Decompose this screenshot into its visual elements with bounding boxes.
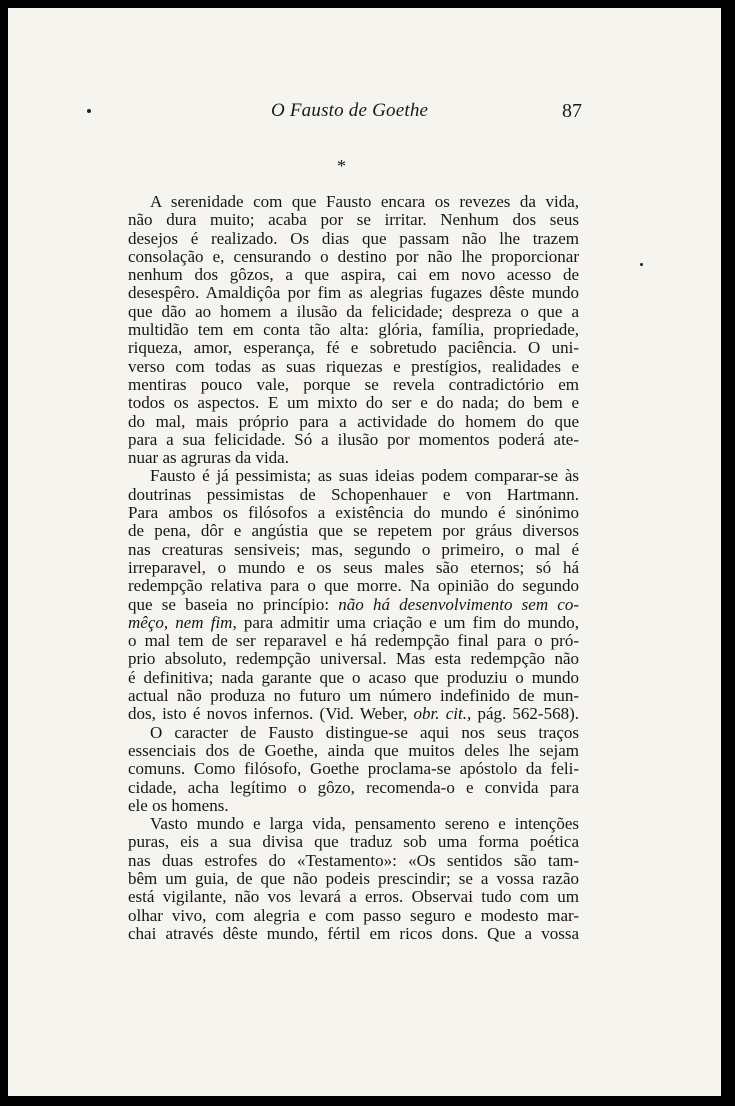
text-line-with-citation <box>106 705 579 723</box>
text-line-with-quote <box>106 614 579 632</box>
running-title: O Fausto de Goethe <box>271 100 429 121</box>
text-line: que dão ao homem a ilusão da felicidade; despreza o que a <box>128 301 579 321</box>
text-line: mentiras pouco vale, porque se revela contradictório em <box>128 374 579 394</box>
text-line: consolação e, censurando o destino por não lhe proporcionar <box>128 246 579 266</box>
text-line: chai através dêste mundo, fértil em ricos dons. Que a vossa <box>128 923 579 943</box>
text-line: para a sua felicidade. Só a ilusão por momentos poderá ate- <box>128 429 579 449</box>
text-line: comuns. Como filósofo, Goethe proclama-se apóstolo da feli- <box>128 759 579 779</box>
text-line: puras, eis a sua divisa que traduz sob uma forma poética <box>128 832 579 852</box>
text-line: é definitiva; nada garante que o acaso que produziu o mundo <box>128 667 579 687</box>
text-line: desespêro. Amaldiçôa por fim as alegrias fugazes dêste mundo <box>128 283 579 303</box>
citation-italic: obr. cit., <box>413 704 472 724</box>
ink-speck <box>87 109 91 113</box>
text-fragment: dos, isto é novos infernos. (Vid. Weber, <box>128 704 408 724</box>
text-line: actual não produza no futuro um número indefinido de mun- <box>128 686 579 706</box>
text-fragment: que se baseia no princípio: <box>128 594 330 614</box>
text-line: cidade, acha legítimo o gôzo, recomenda-o e convida para <box>128 777 579 797</box>
body-text <box>106 193 579 943</box>
text-line: nas duas estrofes do «Testamento»: «Os sentidos são tam- <box>128 850 579 870</box>
text-line: doutrinas pessimistas de Schopenhauer e von Hartmann. <box>128 484 579 504</box>
text-line: olhar vivo, com alegria e com passo seguro e modesto mar- <box>128 905 579 925</box>
text-line: ele os homens. <box>128 795 229 815</box>
section-asterisk: * <box>337 156 346 176</box>
text-line: A serenidade com que Fausto encara os revezes da vida, <box>150 192 579 211</box>
paragraph-4 <box>106 815 579 943</box>
text-line: o mal tem de ser reparavel e há redempção final para o pró- <box>128 631 579 651</box>
text-line: todos os aspectos. E um mixto do ser e do nada; do bem e <box>128 393 579 413</box>
text-line: riqueza, amor, esperança, fé e sobretudo paciência. O uni- <box>128 338 579 358</box>
paragraph-2 <box>106 467 579 723</box>
text-line: de pena, dôr e angústia que se repetem por gráus diversos <box>128 521 579 541</box>
text-line: nenhum dos gôzos, a que aspira, cai em novo acesso de <box>128 265 579 285</box>
text-line: verso com todas as suas riquezas e prestígios, realidades e <box>128 356 579 376</box>
text-line: desejos é realizado. Os dias que passam não lhe trazem <box>128 228 579 248</box>
text-line: essenciais dos de Goethe, ainda que muitos deles lhe sejam <box>128 740 579 760</box>
ink-speck <box>640 263 643 266</box>
page-number: 87 <box>562 100 582 122</box>
text-line-with-quote <box>106 596 579 614</box>
text-line: irreparavel, o mundo e os seus males são eternos; só há <box>128 557 579 577</box>
text-fragment: para admitir uma criação e um fim do mundo, <box>243 612 579 632</box>
text-line: multidão tem em conta tão alta: glória, família, propriedade, <box>128 320 579 340</box>
italic-quote: não há desenvolvimento sem co- <box>338 594 580 614</box>
text-line: do mal, mais próprio para a actividade do homem do que <box>128 411 579 431</box>
text-line: redempção relativa para o que morre. Na opinião do segundo <box>128 576 579 596</box>
italic-quote: mêço, nem fim, <box>128 612 237 632</box>
text-line: nas creaturas sensiveis; mas, segundo o primeiro, o mal é <box>128 539 579 559</box>
running-head <box>8 100 721 130</box>
text-line: está vigilante, não vos levará a erros. Observai tudo com um <box>128 887 579 907</box>
text-line: Vasto mundo e larga vida, pensamento sereno e intenções <box>150 814 579 834</box>
text-line: bêm um guia, de que não podeis prescindir; se a vossa razão <box>128 868 579 888</box>
paragraph-1 <box>106 193 579 467</box>
text-line: Para ambos os filósofos a existência do mundo é sinónimo <box>128 503 579 523</box>
text-fragment: pág. 562-568). <box>477 704 580 724</box>
book-page <box>8 8 721 1096</box>
text-line: prio absoluto, redempção universal. Mas esta redempção não <box>128 649 579 669</box>
text-line: Fausto é já pessimista; as suas ideias podem comparar-se às <box>150 466 579 486</box>
paragraph-3 <box>106 724 579 815</box>
text-line: O caracter de Fausto distingue-se aqui nos seus traços <box>150 722 579 742</box>
text-line: não dura muito; acaba por se irritar. Nenhum dos seus <box>128 210 579 230</box>
text-line: nuar as agruras da vida. <box>128 448 289 468</box>
